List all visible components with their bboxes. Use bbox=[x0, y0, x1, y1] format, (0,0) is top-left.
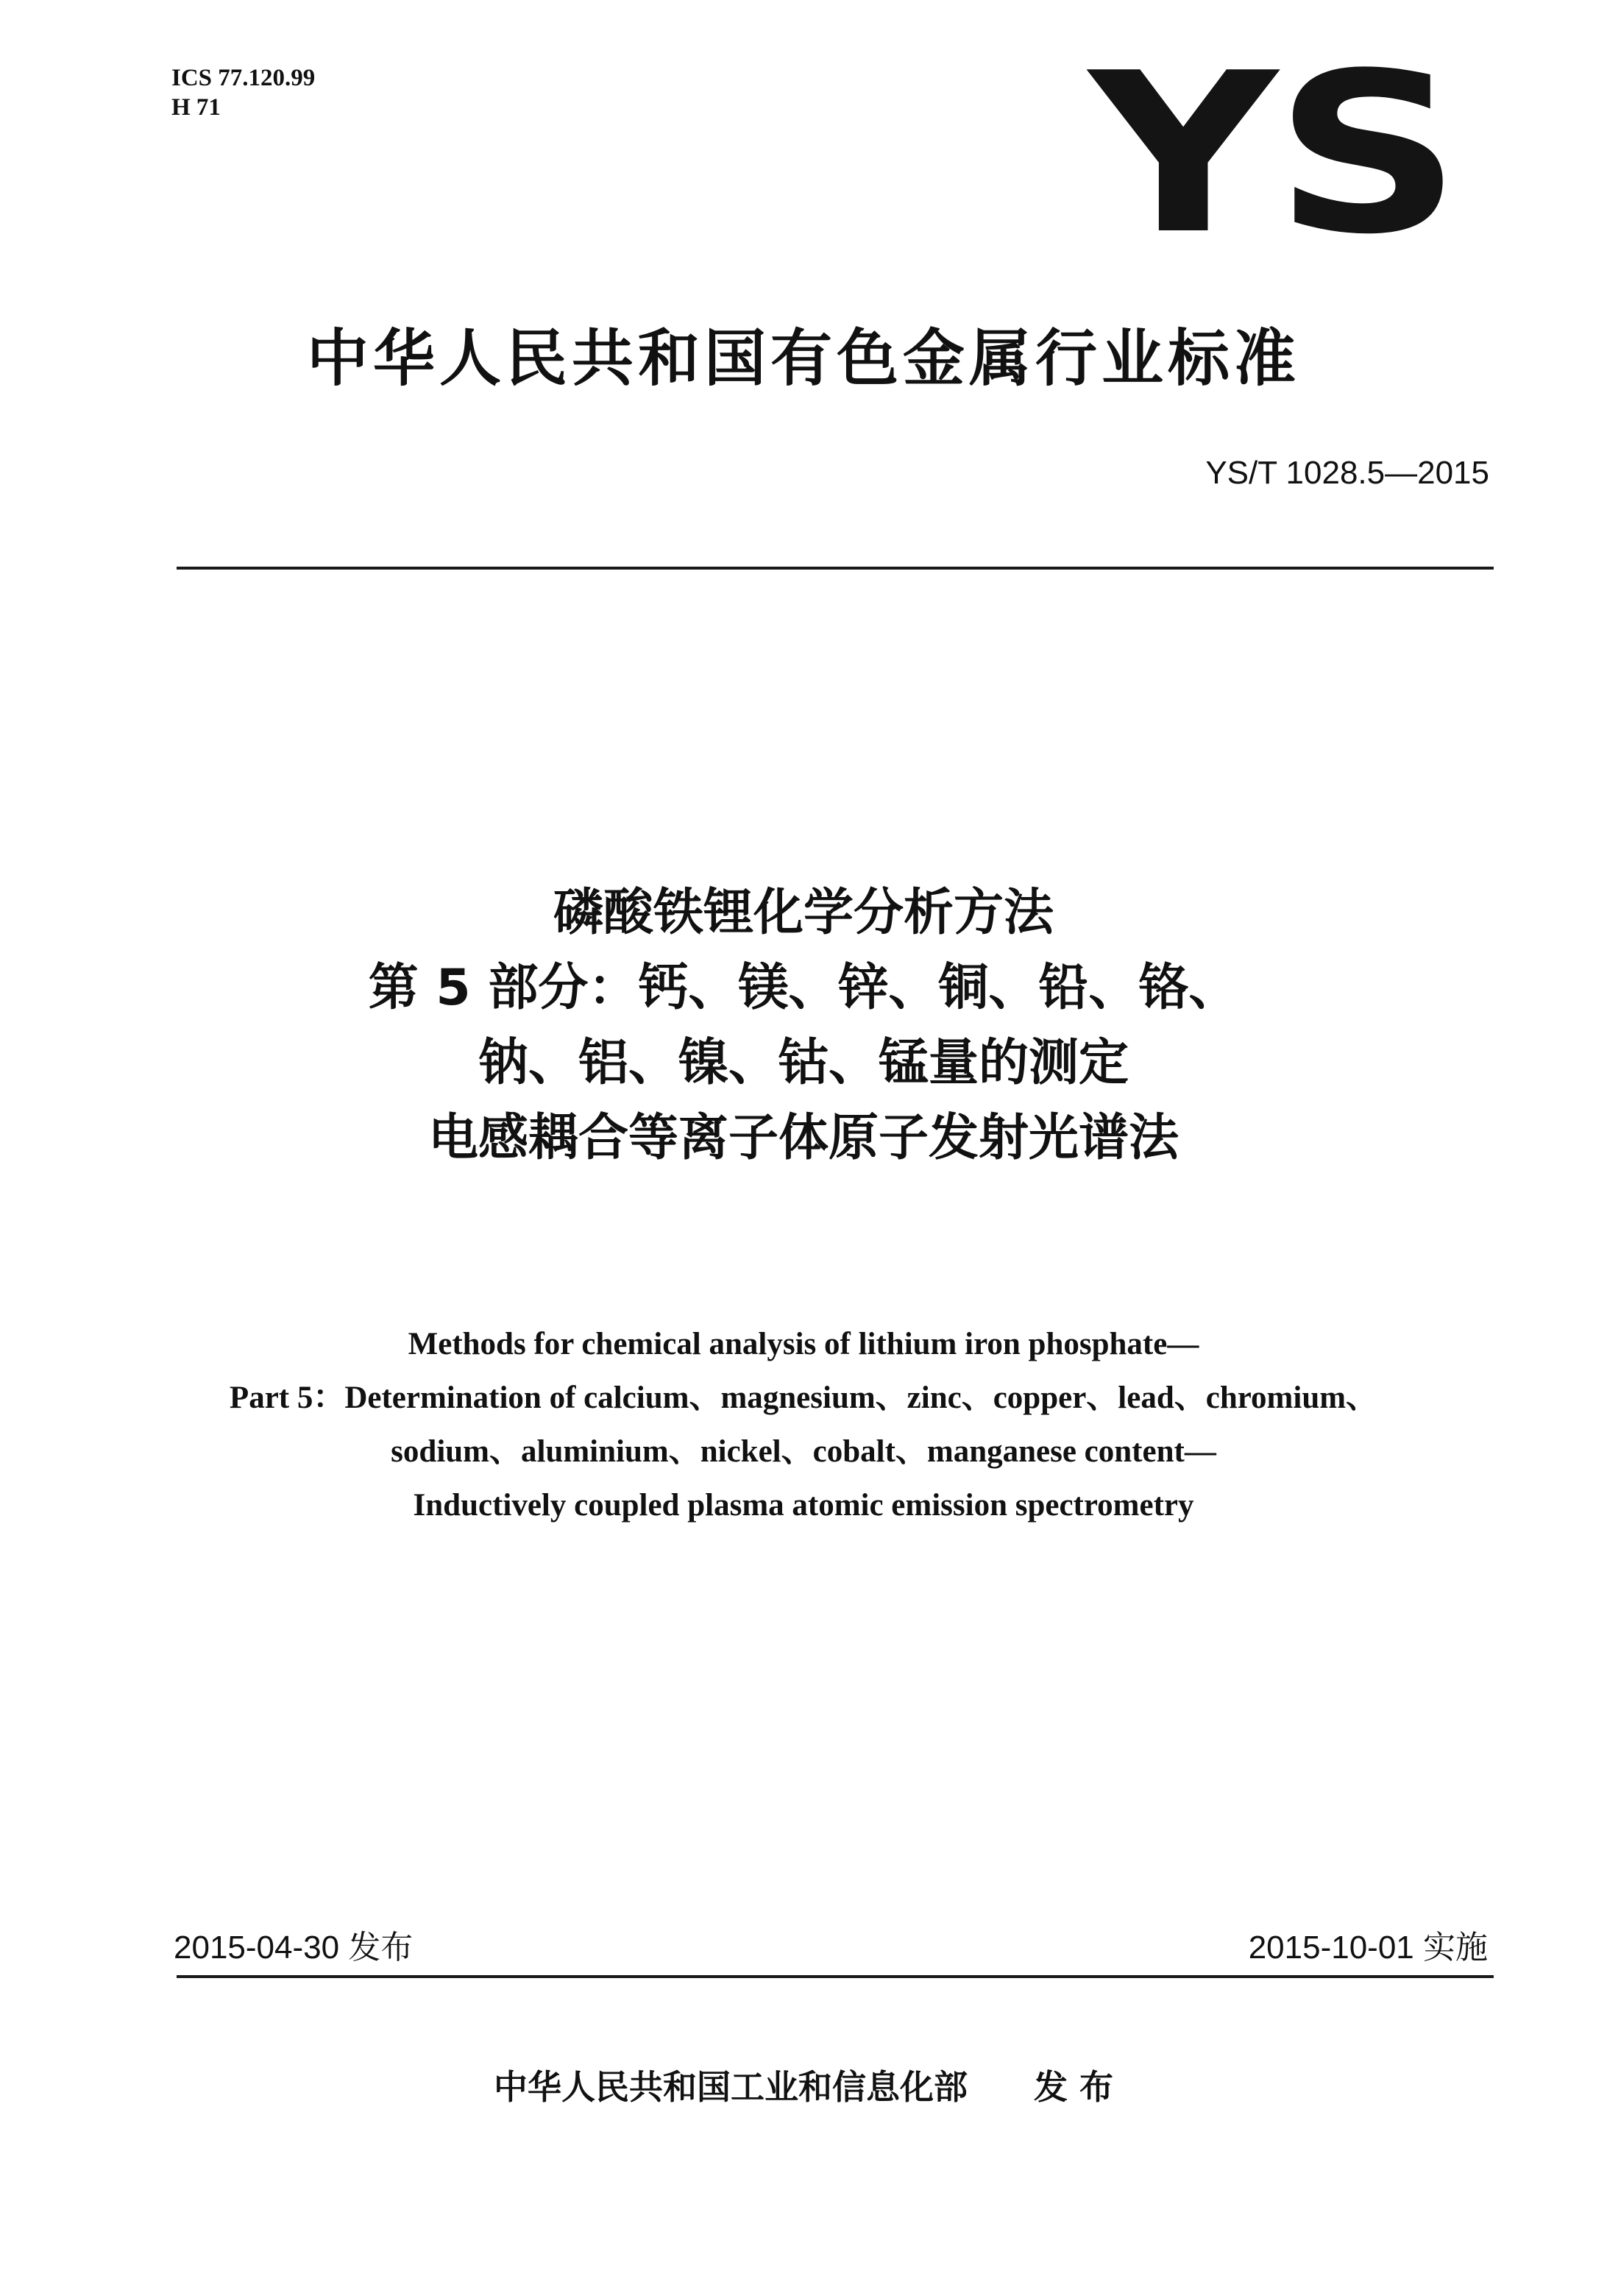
publish-action: 发 布 bbox=[1033, 2067, 1113, 2107]
chinese-title-line: 磷酸铁锂化学分析方法 bbox=[553, 884, 1054, 942]
header-divider bbox=[177, 567, 1494, 570]
english-title bbox=[0, 1317, 1607, 1532]
chinese-title-line: 电感耦合等离子体原子发射光谱法 bbox=[428, 1109, 1179, 1167]
issue-date: 2015-04-30 发布 bbox=[174, 1930, 414, 1966]
english-title-line: Part 5：Determination of calcium、magnesium、zinc、copper、lead、chromium、 bbox=[229, 1381, 1378, 1415]
ccs-code: H 71 bbox=[171, 94, 221, 121]
chinese-title-line: 第 5 部分：钙、镁、锌、铜、铅、铬、 bbox=[368, 959, 1239, 1017]
ys-logo: YS bbox=[1089, 26, 1458, 283]
english-title-line: sodium、aluminium、nickel、cobalt、manganese content— bbox=[391, 1434, 1216, 1469]
chinese-title-line: 钠、铝、镍、钴、锰量的测定 bbox=[478, 1034, 1129, 1092]
standard-category-title: 中华人民共和国有色金属行业标准 bbox=[306, 322, 1300, 394]
standard-number: YS/T 1028.5—2015 bbox=[1205, 455, 1489, 491]
implementation-date: 2015-10-01 实施 bbox=[1248, 1930, 1488, 1966]
publisher-line bbox=[0, 2061, 1607, 2109]
ics-code: ICS 77.120.99 bbox=[171, 65, 316, 91]
footer-divider bbox=[177, 1975, 1494, 1978]
english-title-line: Methods for chemical analysis of lithium iron phosphate— bbox=[408, 1327, 1199, 1361]
english-title-line: Inductively coupled plasma atomic emission spectrometry bbox=[413, 1488, 1194, 1523]
classification-codes bbox=[171, 63, 315, 122]
chinese-title bbox=[0, 876, 1607, 1176]
publisher-name: 中华人民共和国工业和信息化部 bbox=[493, 2067, 968, 2107]
